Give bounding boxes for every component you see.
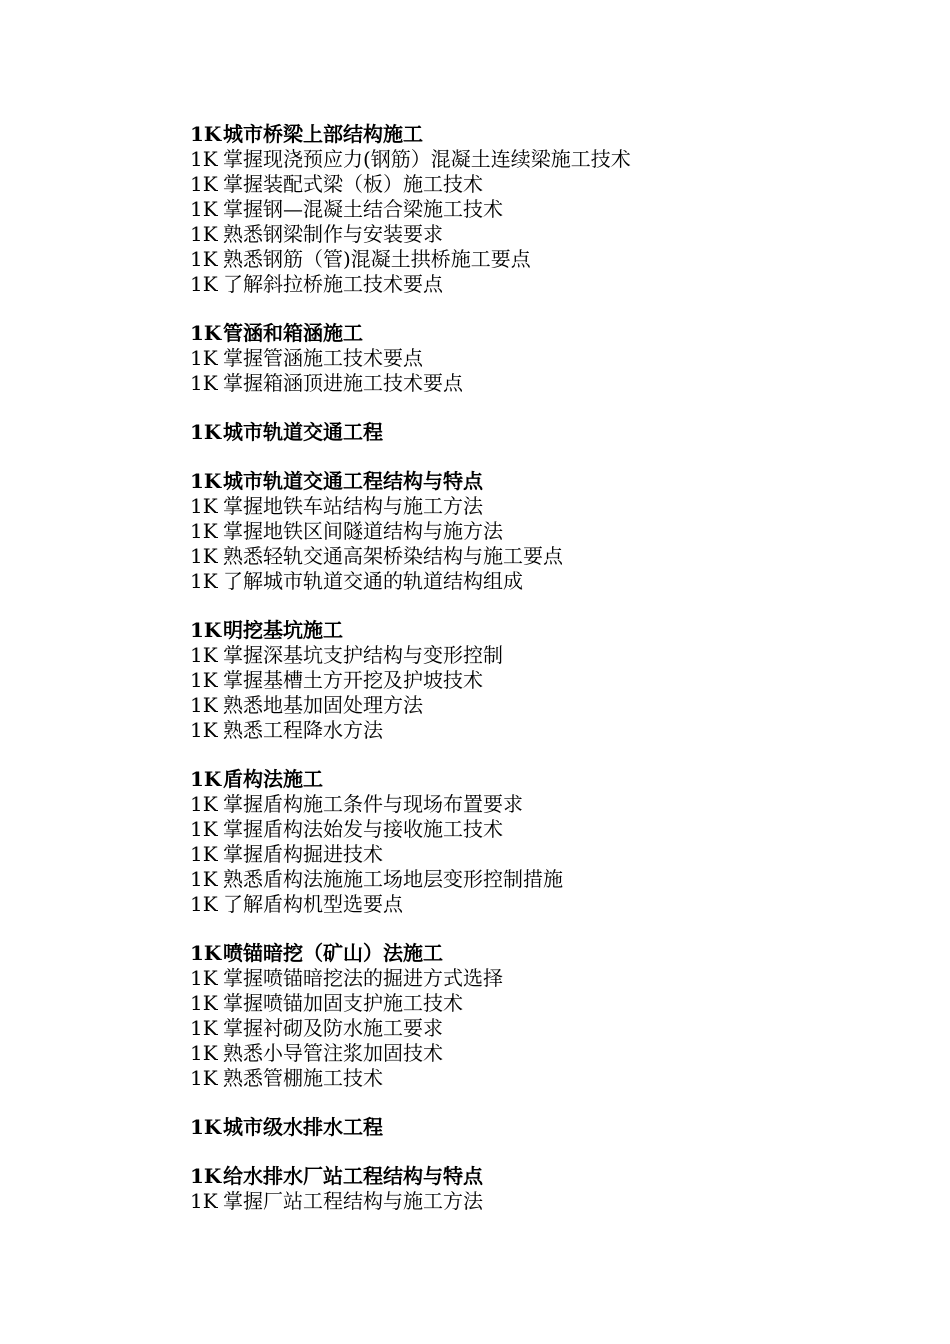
item-code: 1K — [190, 197, 218, 221]
section-title: 明挖基坑施工 — [223, 618, 343, 642]
outline-item — [190, 544, 910, 569]
section-heading — [190, 941, 910, 966]
item-code: 1K — [190, 1189, 218, 1213]
item-text: 熟悉钢梁制作与安装要求 — [223, 222, 443, 246]
item-code: 1K — [190, 693, 218, 717]
section-code: 1K — [190, 941, 222, 965]
item-text: 掌握深基坑支护结构与变形控制 — [223, 643, 503, 667]
item-text: 掌握喷锚暗挖法的掘进方式选择 — [223, 966, 503, 990]
outline-item — [190, 272, 910, 297]
section-code: 1K — [190, 321, 222, 345]
item-code: 1K — [190, 718, 218, 742]
outline-item — [190, 494, 910, 519]
outline-item — [190, 346, 910, 371]
item-code: 1K — [190, 792, 218, 816]
outline-item — [190, 867, 910, 892]
outline-item — [190, 172, 910, 197]
section-title: 盾构法施工 — [223, 767, 323, 791]
section-code: 1K — [190, 1115, 222, 1139]
outline-item — [190, 371, 910, 396]
item-text: 掌握盾构法始发与接收施工技术 — [223, 817, 503, 841]
outline-item — [190, 1016, 910, 1041]
outline-section — [190, 1115, 910, 1140]
section-heading — [190, 618, 910, 643]
item-text: 掌握箱涵顶进施工技术要点 — [223, 371, 463, 395]
outline-item — [190, 247, 910, 272]
item-code: 1K — [190, 272, 218, 296]
outline-item — [190, 817, 910, 842]
outline-item — [190, 197, 910, 222]
outline-section — [190, 122, 910, 297]
item-code: 1K — [190, 172, 218, 196]
item-text: 熟悉钢筋（管)混凝土拱桥施工要点 — [223, 247, 531, 271]
item-text: 掌握衬砌及防水施工要求 — [223, 1016, 443, 1040]
item-code: 1K — [190, 247, 218, 271]
section-code: 1K — [190, 1164, 222, 1188]
outline-item — [190, 222, 910, 247]
item-code: 1K — [190, 668, 218, 692]
outline-item — [190, 1066, 910, 1091]
section-code: 1K — [190, 618, 222, 642]
outline-section — [190, 469, 910, 594]
item-code: 1K — [190, 892, 218, 916]
section-heading — [190, 122, 910, 147]
item-text: 熟悉盾构法施施工场地层变形控制措施 — [223, 867, 563, 891]
outline-item — [190, 643, 910, 668]
section-title: 城市桥梁上部结构施工 — [223, 122, 423, 146]
section-title: 喷锚暗挖（矿山）法施工 — [223, 941, 443, 965]
item-text: 熟悉地基加固处理方法 — [223, 693, 423, 717]
document-page — [190, 122, 910, 1238]
outline-item — [190, 519, 910, 544]
item-code: 1K — [190, 569, 218, 593]
item-text: 掌握盾构掘进技术 — [223, 842, 383, 866]
outline-item — [190, 569, 910, 594]
item-code: 1K — [190, 1066, 218, 1090]
outline-item — [190, 842, 910, 867]
item-text: 掌握基槽土方开挖及护坡技术 — [223, 668, 483, 692]
item-code: 1K — [190, 817, 218, 841]
outline-item — [190, 892, 910, 917]
outline-section — [190, 1164, 910, 1214]
section-code: 1K — [190, 469, 222, 493]
item-code: 1K — [190, 494, 218, 518]
section-heading — [190, 420, 910, 445]
outline-section — [190, 941, 910, 1091]
item-text: 掌握钢—混凝土结合梁施工技术 — [223, 197, 503, 221]
outline-section — [190, 767, 910, 917]
item-code: 1K — [190, 1041, 218, 1065]
item-code: 1K — [190, 371, 218, 395]
section-title: 管涵和箱涵施工 — [223, 321, 363, 345]
item-text: 了解城市轨道交通的轨道结构组成 — [223, 569, 523, 593]
outline-item — [190, 991, 910, 1016]
outline-item — [190, 792, 910, 817]
section-title: 给水排水厂站工程结构与特点 — [223, 1164, 483, 1188]
item-code: 1K — [190, 519, 218, 543]
item-text: 熟悉工程降水方法 — [223, 718, 383, 742]
item-text: 掌握现浇预应力(钢筋）混凝土连续梁施工技术 — [223, 147, 631, 171]
section-heading — [190, 767, 910, 792]
section-heading — [190, 469, 910, 494]
item-text: 了解斜拉桥施工技术要点 — [223, 272, 443, 296]
item-code: 1K — [190, 1016, 218, 1040]
outline-item — [190, 693, 910, 718]
item-text: 掌握管涵施工技术要点 — [223, 346, 423, 370]
outline-item — [190, 718, 910, 743]
section-heading — [190, 321, 910, 346]
item-code: 1K — [190, 147, 218, 171]
item-code: 1K — [190, 867, 218, 891]
section-code: 1K — [190, 420, 222, 444]
section-title: 城市级水排水工程 — [223, 1115, 383, 1139]
item-code: 1K — [190, 966, 218, 990]
section-code: 1K — [190, 122, 222, 146]
item-text: 熟悉管棚施工技术 — [223, 1066, 383, 1090]
outline-section — [190, 618, 910, 743]
section-heading — [190, 1164, 910, 1189]
item-text: 掌握喷锚加固支护施工技术 — [223, 991, 463, 1015]
item-text: 掌握厂站工程结构与施工方法 — [223, 1189, 483, 1213]
outline-item — [190, 1041, 910, 1066]
item-text: 掌握装配式梁（板）施工技术 — [223, 172, 483, 196]
outline-item — [190, 966, 910, 991]
outline-item — [190, 147, 910, 172]
section-title: 城市轨道交通工程 — [223, 420, 383, 444]
outline-item — [190, 668, 910, 693]
item-code: 1K — [190, 346, 218, 370]
outline-section — [190, 420, 910, 445]
item-text: 熟悉小导管注浆加固技术 — [223, 1041, 443, 1065]
item-text: 了解盾构机型选要点 — [223, 892, 403, 916]
item-text: 掌握地铁车站结构与施工方法 — [223, 494, 483, 518]
item-text: 掌握地铁区间隧道结构与施方法 — [223, 519, 503, 543]
item-code: 1K — [190, 643, 218, 667]
outline-section — [190, 321, 910, 396]
item-code: 1K — [190, 842, 218, 866]
item-code: 1K — [190, 991, 218, 1015]
outline-item — [190, 1189, 910, 1214]
item-text: 掌握盾构施工条件与现场布置要求 — [223, 792, 523, 816]
item-code: 1K — [190, 544, 218, 568]
section-code: 1K — [190, 767, 222, 791]
item-text: 熟悉轻轨交通高架桥染结构与施工要点 — [223, 544, 563, 568]
item-code: 1K — [190, 222, 218, 246]
section-title: 城市轨道交通工程结构与特点 — [223, 469, 483, 493]
section-heading — [190, 1115, 910, 1140]
